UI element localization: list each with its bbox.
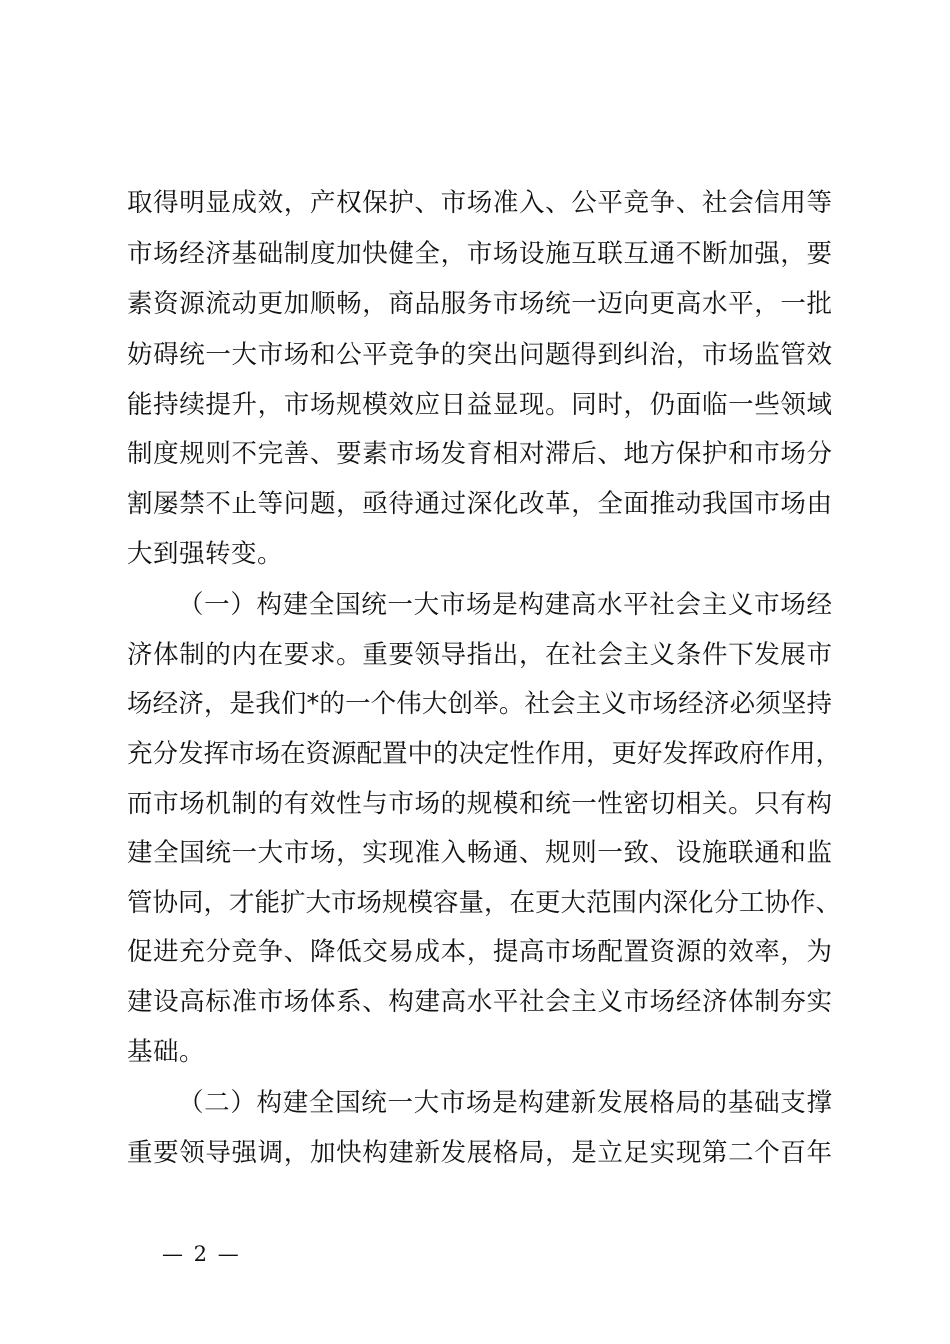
text-line-11: 场经济，是我们*的一个伟大创举。社会主义市场经济必须坚持 [127,689,832,719]
text-line-7: 割屡禁不止等问题，亟待通过深化改革，全面推动我国市场由 [127,489,832,519]
text-line-18: 基础。 [127,1037,206,1067]
text-line-5: 能持续提升，市场规模效应日益显现。同时，仍面临一些领域 [127,390,832,420]
text-line-13: 而市场机制的有效性与市场的规模和统一性密切相关。只有构 [127,789,832,819]
text-line-6: 制度规则不完善、要素市场发育相对滞后、地方保护和市场分 [127,439,832,469]
text-line-2: 市场经济基础制度加快健全，市场设施互联互通不断加强，要 [127,239,832,269]
text-line-1: 取得明显成效，产权保护、市场准入、公平竞争、社会信用等 [127,188,832,218]
text-line-8: 大到强转变。 [127,539,284,569]
text-line-12: 充分发挥市场在资源配置中的决定性作用，更好发挥政府作用， [127,739,842,769]
text-line-20: 重要领导强调，加快构建新发展格局，是立足实现第二个百年 [127,1138,832,1168]
text-line-15: 管协同，才能扩大市场规模容量，在更大范围内深化分工协作、 [127,888,842,918]
text-line-16: 促进充分竞争、降低交易成本，提高市场配置资源的效率，为 [127,937,832,967]
text-line-10: 济体制的内在要求。重要领导指出，在社会主义条件下发展市 [127,640,832,670]
text-line-14: 建全国统一大市场，实现准入畅通、规则一致、设施联通和监 [127,838,832,868]
text-line-17: 建设高标准市场体系、构建高水平社会主义市场经济体制夯实 [127,987,832,1017]
text-line-4: 妨碍统一大市场和公平竞争的突出问题得到纠治，市场监管效 [127,340,832,370]
text-line-3: 素资源流动更加顺畅，商品服务市场统一迈向更高水平，一批 [127,289,832,319]
section-heading-2: （二）构建全国统一大市场是构建新发展格局的基础支撑 [178,1088,832,1118]
page-number: — 2 — [162,1242,241,1266]
section-heading-1: （一）构建全国统一大市场是构建高水平社会主义市场经 [178,590,832,620]
